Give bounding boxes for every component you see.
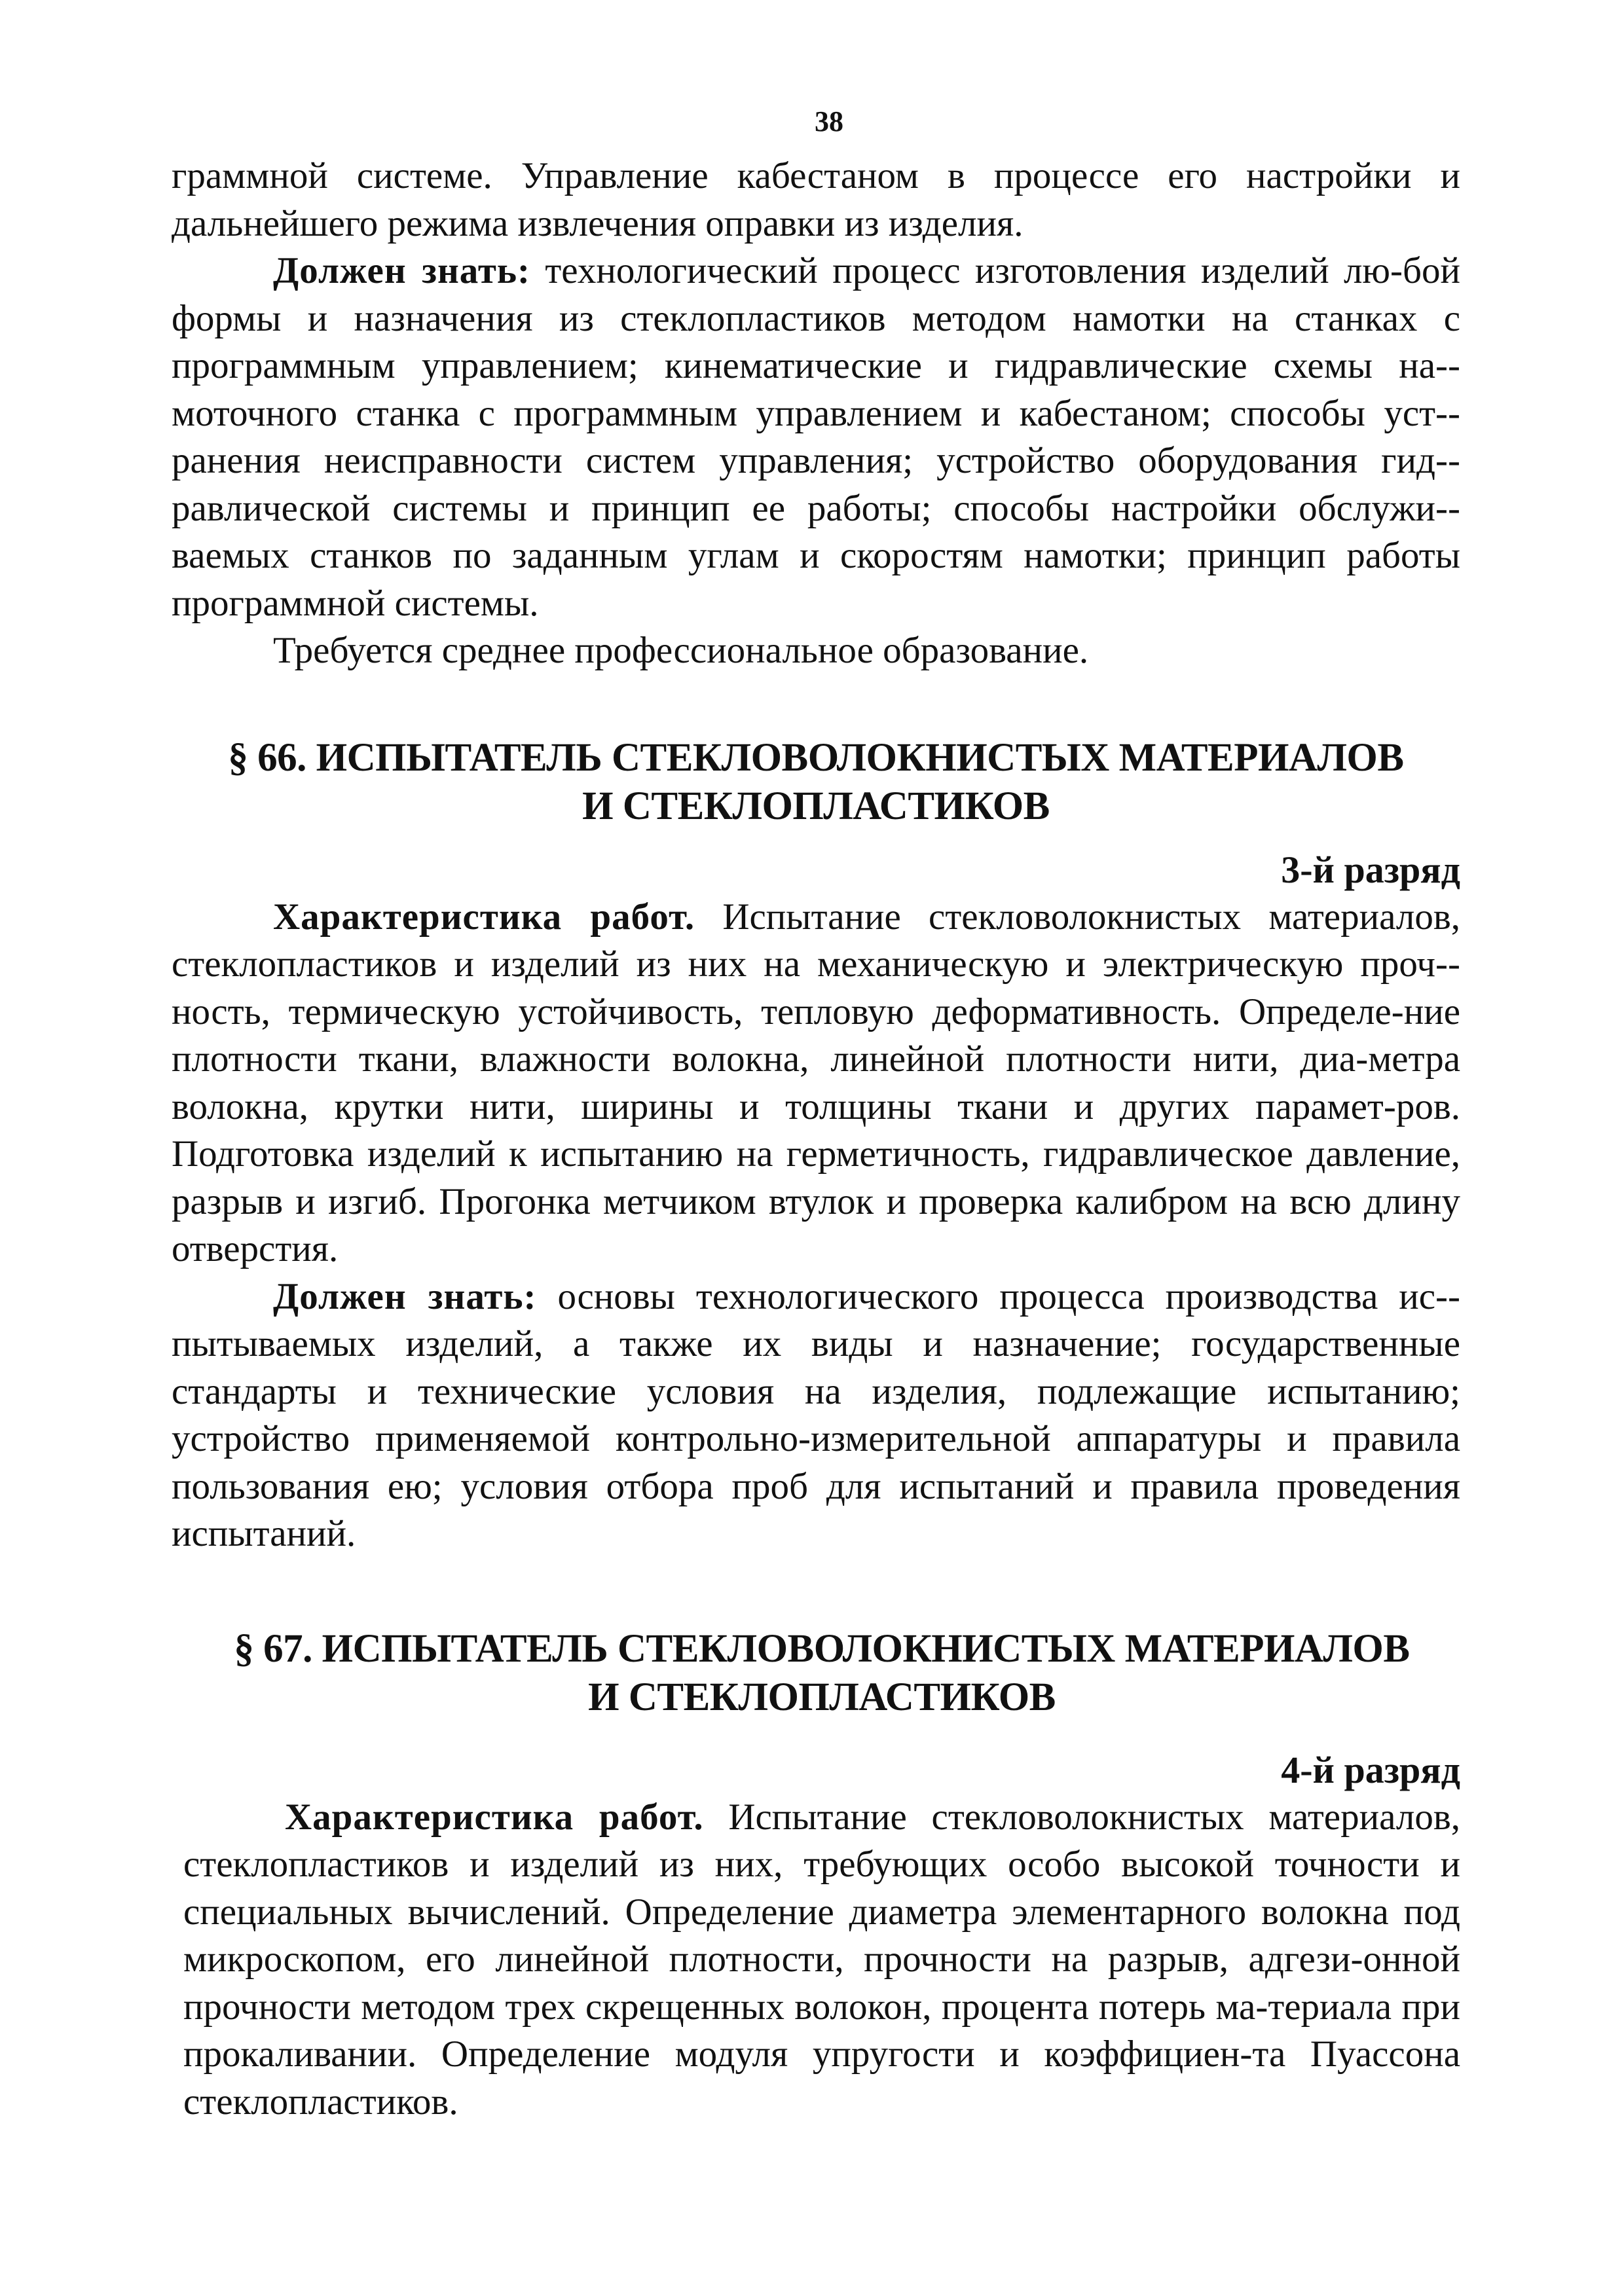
- section-67-grade: 4-й разряд: [1281, 1748, 1460, 1791]
- page-number: 38: [815, 105, 843, 137]
- section-67-title-line1: § 67. ИСПЫТАТЕЛЬ СТЕКЛОВОЛОКНИСТЫХ МАТЕРИАЛОВ: [234, 1626, 1410, 1671]
- knowledge-paragraph-65: [172, 247, 1460, 627]
- section-66-title-line2: И СТЕКЛОПЛАСТИКОВ: [582, 784, 1050, 828]
- knowledge-text: основы технологического процесса производства ис-пытываемых изделий, а также их виды и назначение; государственные стандарты и технические условия на изделия, подлежащие испытанию; устройство применяемой контрольно-измерительной аппаратуры и правила пользования ею; условия отбора проб для испытаний и правила проведения испытаний.: [172, 1275, 1460, 1554]
- section-66-grade: 3-й разряд: [1281, 848, 1460, 891]
- document-page: [172, 105, 1460, 2126]
- section-67-work-paragraph: [183, 1794, 1460, 2126]
- work-lead: Характеристика работ.: [273, 896, 695, 938]
- section-66-knowledge-paragraph: [172, 1273, 1460, 1558]
- section-66-work-paragraph: [172, 894, 1460, 1273]
- section-67-title-line2: И СТЕКЛОПЛАСТИКОВ: [588, 1675, 1056, 1719]
- knowledge-lead: Должен знать:: [273, 1275, 537, 1317]
- work-lead: Характеристика работ.: [285, 1796, 704, 1838]
- section-66-title-line1: § 66. ИСПЫТАТЕЛЬ СТЕКЛОВОЛОКНИСТЫХ МАТЕРИАЛОВ: [228, 735, 1404, 780]
- work-text: Испытание стекловолокнистых материалов, стеклопластиков и изделий из них, требующих особо высокой точности и специальных вычислений. Определение диаметра элементарного волокна под микроскопом, его линейной плотности, прочности на разрыв, адгези-онной прочности методом трех скрещенных волокон, процента потерь ма-териала при прокаливании. Определение модуля упругости и коэффициен-та Пуассона стеклопластиков.: [183, 1796, 1460, 2123]
- section-67-title: [183, 1625, 1460, 1722]
- knowledge-lead: Должен знать:: [273, 250, 530, 291]
- knowledge-text: технологический процесс изготовления изделий лю-бой формы и назначения из стеклопластиков методом намотки на станках с программным управлением; кинематические и гидравлические схемы на-моточного станка с программным управлением и кабестаном; способы уст-ранения неисправности систем управления; устройство оборудования гид-равлической системы и принцип ее работы; способы настройки обслужи-ваемых станков по заданным углам и скоростям намотки; принцип работы программной системы.: [172, 250, 1460, 624]
- section-66-title: [172, 734, 1460, 831]
- section-67-block: [183, 1625, 1460, 2126]
- education-paragraph: Требуется среднее профессиональное образование.: [273, 630, 1089, 671]
- continuation-paragraph: граммной системе. Управление кабестаном в процессе его настройки и дальнейшего режима извлечения оправки из изделия.: [172, 155, 1460, 244]
- work-text: Испытание стекловолокнистых материалов, стеклопластиков и изделий из них на механическую и электрическую проч-ность, термическую устойчивость, тепловую деформативность. Определе-ние плотности ткани, влажности волокна, линейной плотности нити, диа-метра волокна, крутки нити, ширины и толщины ткани и других парамет-ров. Подготовка изделий к испытанию на герметичность, гидравлическое давление, разрыв и изгиб. Прогонка метчиком втулок и проверка калибром на всю длину отверстия.: [172, 896, 1460, 1269]
